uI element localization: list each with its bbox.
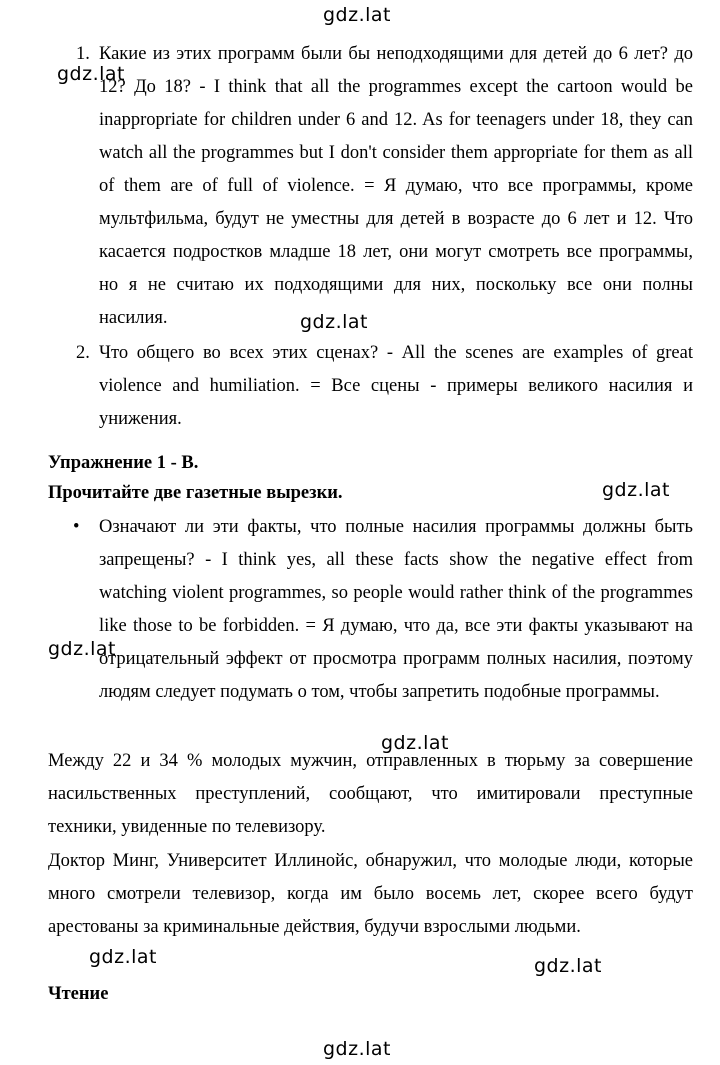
watermark: gdz.lat [300, 311, 369, 333]
list-item-text: Что общего во всех этих сценах? - All the scenes are examples of great violence and humiliation. = Все сцены - примеры великого насилия и унижения. [99, 343, 693, 429]
bullet-item-text: Означают ли эти факты, что полные насилия программы должны быть запрещены? - I think yes, all these facts show the negative effect from watching violent programmes, so people would rather think of the programmes like those to be forbidden. = Я думаю, что да, все эти факты указывают на отрицательный эффект от просмотра программ полных насилия, поэтому людям следует подумать о том, чтобы запретить подобные программы. [99, 517, 693, 702]
bullet: • [73, 517, 80, 537]
list-item-text: Какие из этих программ были бы неподходящими для детей до 6 лет? до 12? До 18? - I think that all the programmes except the cartoon would be inappropriate for children under 6 and 12. As for teenagers under 18, they can watch all the programmes but I don't consider them appropriate for them as all of them are of full of violence. = Я думаю, что все программы, кроме мультфильма, будут не уместны для детей в возрасте до 6 лет и 12. Что касается подростков младше 18 лет, они могут смотреть все программы, но я не считаю их подходящими для них, поскольку все они полны насилия. [99, 44, 693, 328]
watermark: gdz.lat [48, 638, 117, 660]
watermark: gdz.lat [381, 732, 450, 754]
paragraph: Доктор Минг, Университет Иллинойс, обнаружил, что молодые люди, которые много смотрели телевизор, когда им было восемь лет, скорее всего будут арестованы за криминальные действия, будучи взрослыми людьми. [48, 851, 693, 937]
list-number: 1. [76, 44, 90, 64]
paragraph: Между 22 и 34 % молодых мужчин, отправленных в тюрьму за совершение насильственных преступлений, сообщают, что имитировали преступные техники, увиденные по телевизору. [48, 751, 693, 837]
watermark: gdz.lat [323, 1038, 392, 1060]
exercise-instruction: Прочитайте две газетные вырезки. [48, 483, 343, 503]
watermark: gdz.lat [323, 4, 392, 26]
watermark: gdz.lat [534, 955, 603, 977]
watermark: gdz.lat [602, 479, 671, 501]
list-number: 2. [76, 343, 90, 363]
watermark: gdz.lat [57, 63, 126, 85]
section-heading: Чтение [48, 984, 109, 1004]
exercise-title: Упражнение 1 - B. [48, 453, 199, 473]
watermark: gdz.lat [89, 946, 158, 968]
